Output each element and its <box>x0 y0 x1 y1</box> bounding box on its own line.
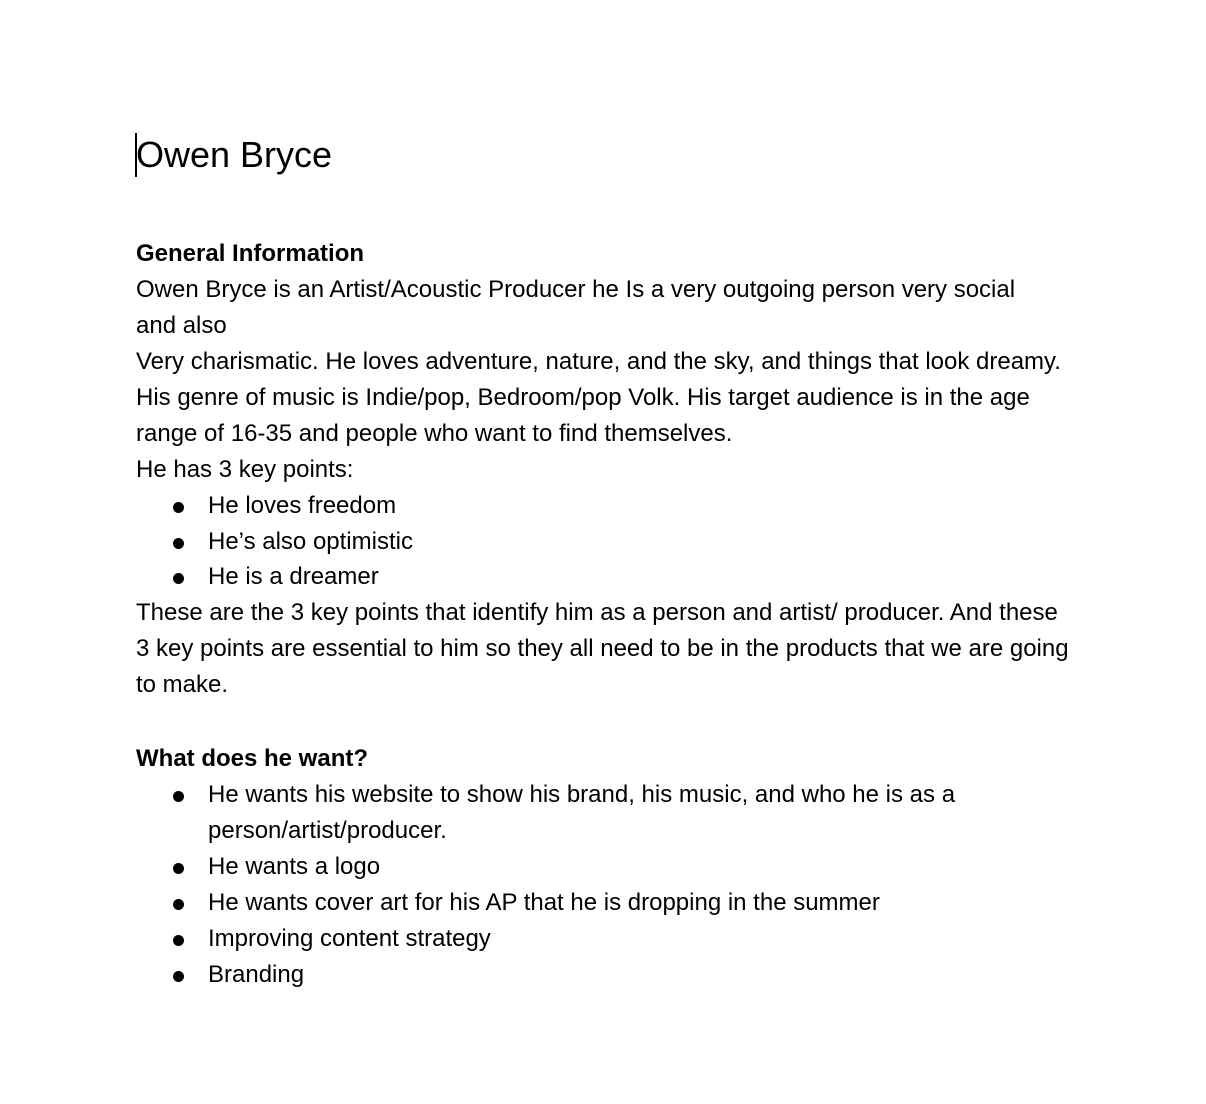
list-item-text: He’s also optimistic <box>208 527 413 555</box>
list-item-text: He loves freedom <box>208 492 397 519</box>
list-item <box>136 559 1076 595</box>
list-item <box>136 849 1026 885</box>
general-information-heading: General Information <box>136 240 365 267</box>
list-item <box>136 921 1026 957</box>
bullet-icon <box>173 971 184 982</box>
closing-paragraph: These are the 3 key points that identify him as a person and artist/ producer. And these 3 key points are essential to him so they all need to be in the products that we are going to make. <box>136 598 1069 698</box>
bullet-icon <box>173 935 184 946</box>
wants-section <box>136 741 1076 993</box>
intro-paragraph-2: Very charismatic. He loves adventure, nature, and the sky, and things that look dreamy. His genre of music is Indie/pop, Bedroom/pop Volk. His target audience is in the age range of 16-35 and people who want to find themselves. <box>136 348 1061 447</box>
general-information-section <box>136 236 1076 703</box>
bullet-icon <box>173 538 184 549</box>
wants-heading: What does he want? <box>136 745 369 772</box>
bullet-icon <box>173 863 184 874</box>
list-item <box>136 885 1026 921</box>
key-points-intro: He has 3 key points: <box>136 456 354 483</box>
list-item-text: He wants a logo <box>208 853 381 880</box>
intro-paragraph-1: Owen Bryce is an Artist/Acoustic Producer he Is a very outgoing person very social and also <box>136 276 1016 339</box>
bullet-icon <box>173 791 184 802</box>
key-points-list <box>136 488 1076 595</box>
list-item <box>136 524 1076 560</box>
bullet-icon <box>173 899 184 910</box>
list-item-text: He is a dreamer <box>208 563 379 590</box>
list-item-text: Improving content strategy <box>208 925 491 952</box>
bullet-icon <box>173 573 184 584</box>
list-item-text: He wants his website to show his brand, his music, and who he is as a person/artist/producer. <box>208 781 956 844</box>
bullet-icon <box>173 502 184 513</box>
list-item-text: He wants cover art for his AP that he is dropping in the summer <box>208 889 880 916</box>
list-item-text: Branding <box>208 961 305 988</box>
list-item <box>136 957 1026 993</box>
list-item <box>136 777 1026 849</box>
wants-list <box>136 777 1026 993</box>
list-item <box>136 488 1076 524</box>
document-title[interactable]: Owen Bryce <box>136 134 333 175</box>
